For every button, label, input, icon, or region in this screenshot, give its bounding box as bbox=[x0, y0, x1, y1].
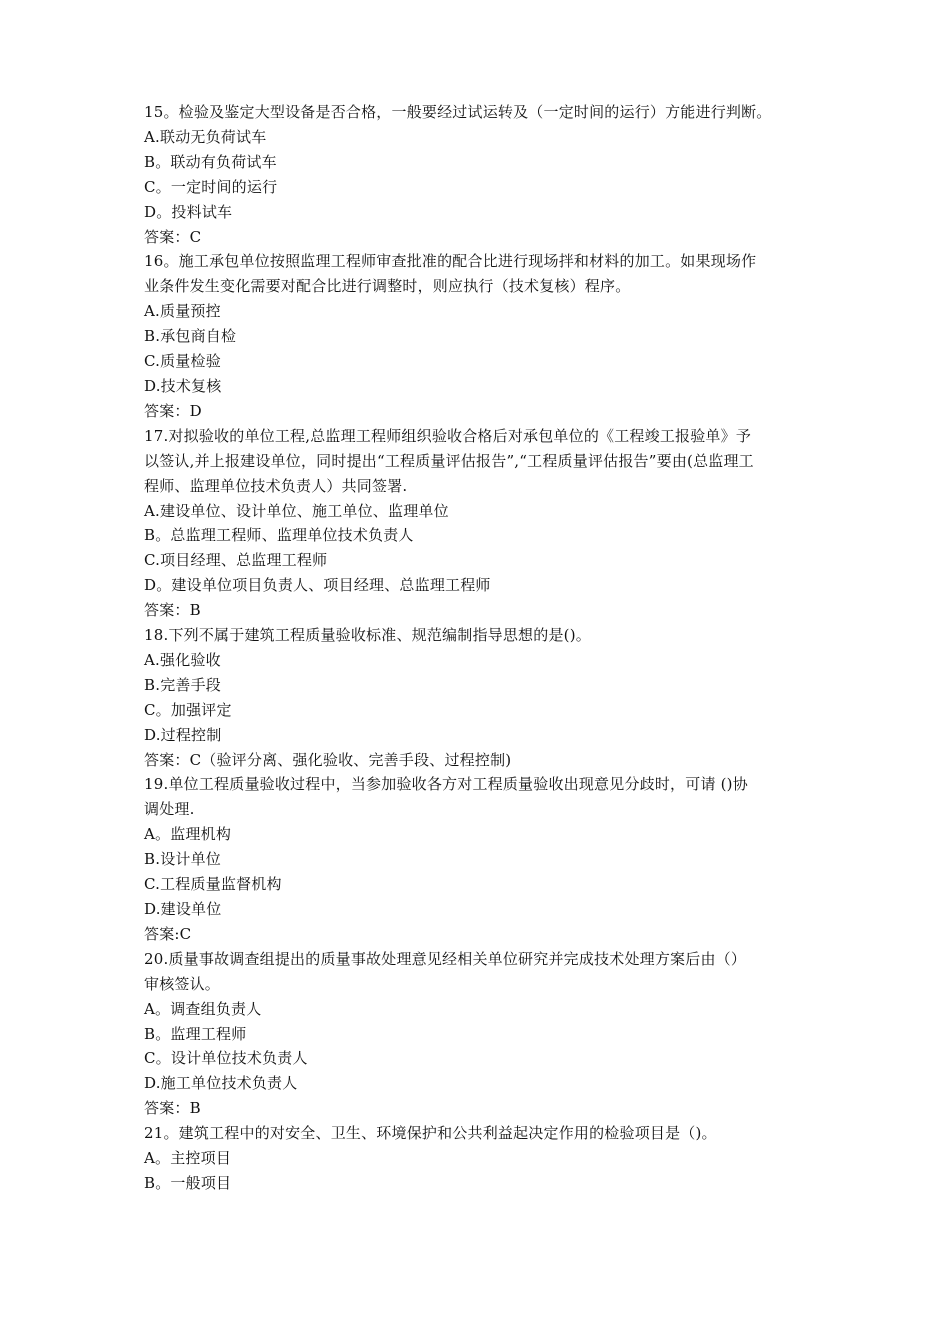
question-text: 调处理. bbox=[144, 800, 195, 819]
question-text: 业条件发生变化需要对配合比进行调整时，则应执行（技术复核）程序。 bbox=[144, 277, 631, 296]
question-text: 20.质量事故调查组提出的质量事故处理意见经相关单位研究并完成技术处理方案后由（） bbox=[144, 949, 747, 968]
question-15 bbox=[144, 100, 812, 249]
option-d: D.施工单位技术负责人 bbox=[144, 1074, 298, 1093]
question-text: 18.下列不属于建筑工程质量验收标准、规范编制指导思想的是()。 bbox=[144, 626, 591, 645]
question-text: 程师、监理单位技术负责人）共同签署. bbox=[144, 476, 408, 495]
option-d: D。投料试车 bbox=[144, 202, 233, 221]
option-d: D.技术复核 bbox=[144, 376, 222, 395]
option-a: A.质量预控 bbox=[144, 302, 221, 321]
option-c: C.项目经理、总监理工程师 bbox=[144, 551, 328, 570]
option-d: D.建设单位 bbox=[144, 900, 222, 918]
option-c: C.质量检验 bbox=[144, 352, 221, 371]
option-d: D。建设单位项目负责人、项目经理、总监理工程师 bbox=[144, 576, 491, 595]
option-c: C。一定时间的运行 bbox=[144, 177, 278, 196]
answer-line: 答案：D bbox=[144, 401, 202, 420]
option-a: A.建设单位、设计单位、施工单位、监理单位 bbox=[144, 501, 449, 520]
question-text: 审核签认。 bbox=[144, 974, 221, 993]
answer-line: 答案:C bbox=[144, 924, 192, 943]
option-a: A。调查组负责人 bbox=[144, 999, 262, 1018]
question-21 bbox=[144, 1121, 812, 1196]
option-b: B。一般项目 bbox=[144, 1173, 232, 1192]
question-16 bbox=[144, 249, 812, 423]
document-page bbox=[144, 100, 812, 1196]
question-text: 19.单位工程质量验收过程中，当参加验收各方对工程质量验收出现意见分歧时，可请 ()协 bbox=[144, 775, 748, 794]
option-b: B.完善手段 bbox=[144, 675, 221, 694]
question-text: 以签认,并上报建设单位，同时提出“工程质量评估报告”,“工程质量评估报告”要由(总监理工 bbox=[144, 451, 754, 470]
option-c: C。加强评定 bbox=[144, 700, 232, 719]
question-text: 17.对拟验收的单位工程,总监理工程师组织验收合格后对承包单位的《工程竣工报验单》予 bbox=[144, 426, 752, 445]
option-b: B。监理工程师 bbox=[144, 1024, 247, 1043]
option-d: D.过程控制 bbox=[144, 725, 222, 744]
question-text: 21。建筑工程中的对安全、卫生、环境保护和公共利益起决定作用的检验项目是（)。 bbox=[144, 1124, 717, 1143]
option-a: A.强化验收 bbox=[144, 650, 221, 669]
question-18 bbox=[144, 623, 812, 772]
option-b: B。联动有负荷试车 bbox=[144, 152, 277, 171]
option-a: A。主控项目 bbox=[144, 1149, 232, 1168]
answer-line: 答案：C bbox=[144, 227, 202, 246]
answer-line: 答案：B bbox=[144, 1099, 201, 1118]
option-a: A。监理机构 bbox=[144, 825, 232, 844]
answer-line: 答案：C（验评分离、强化验收、完善手段、过程控制) bbox=[144, 750, 512, 769]
option-b: B。总监理工程师、监理单位技术负责人 bbox=[144, 526, 414, 545]
option-b: B.承包商自检 bbox=[144, 327, 237, 346]
option-c: C。设计单位技术负责人 bbox=[144, 1049, 308, 1068]
option-b: B.设计单位 bbox=[144, 850, 221, 869]
question-20 bbox=[144, 947, 812, 1121]
question-19 bbox=[144, 772, 812, 946]
question-17 bbox=[144, 424, 812, 623]
option-a: A.联动无负荷试车 bbox=[144, 127, 267, 146]
question-text: 16。施工承包单位按照监理工程师审查批准的配合比进行现场拌和材料的加工。如果现场作 bbox=[144, 252, 757, 271]
question-text: 15。检验及鉴定大型设备是否合格，一般要经过试运转及（一定时间的运行）方能进行判断。 bbox=[144, 103, 772, 121]
answer-line: 答案：B bbox=[144, 601, 201, 620]
option-c: C.工程质量监督机构 bbox=[144, 875, 282, 894]
